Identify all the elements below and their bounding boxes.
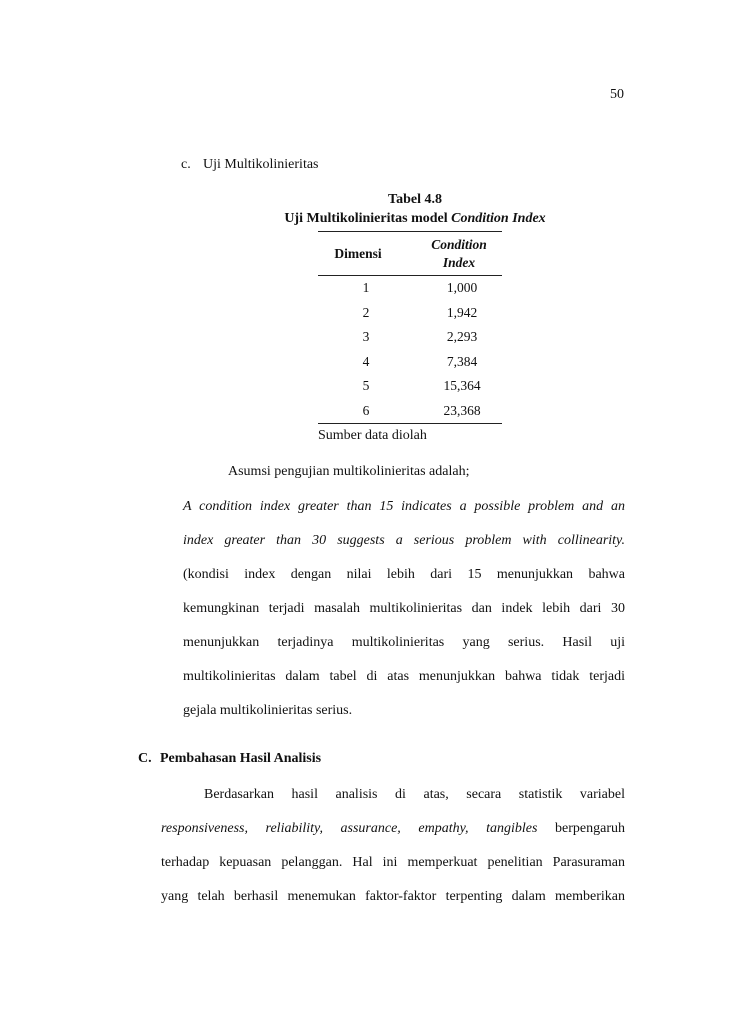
table-row — [318, 350, 502, 375]
header-dimensi: Dimensi — [334, 245, 382, 261]
subsection-title: Uji Multikolinieritas — [203, 157, 319, 172]
table-source-note: Sumber data diolah — [318, 428, 427, 443]
header-index: Index — [442, 254, 476, 270]
subsection-marker: c. — [181, 157, 191, 172]
section-para-line-3: terhadap kepuasan pelanggan. Hal ini memperkuat penelitian Parasuraman — [161, 855, 625, 870]
table-row — [318, 374, 502, 399]
cell-condition-index: 1,000 — [446, 280, 478, 296]
table-row — [318, 399, 502, 424]
body-line-6: multikolinieritas dalam tabel di atas menunjukkan bahwa tidak terjadi — [183, 669, 625, 684]
cell-condition-index: 7,384 — [446, 353, 478, 369]
section-para-line-4: yang telah berhasil menemukan faktor-faktor terpenting dalam memberikan — [161, 889, 625, 904]
section-para-line-1: Berdasarkan hasil analisis di atas, secara statistik variabel — [204, 787, 625, 802]
cell-condition-index: 2,293 — [446, 329, 478, 345]
subsection-heading — [181, 157, 319, 173]
table-label: Tabel 4.8 — [388, 192, 442, 207]
cell-dimensi: 1 — [362, 280, 370, 296]
cell-condition-index: 15,364 — [443, 378, 481, 394]
header-condition: Condition — [431, 236, 487, 252]
cell-dimensi: 6 — [362, 402, 370, 418]
body-line-5: menunjukkan terjadinya multikolinieritas yang serius. Hasil uji — [183, 635, 625, 650]
variable-list: responsiveness, reliability, assurance, empathy, tangibles — [161, 821, 538, 836]
condition-index-table — [318, 231, 502, 424]
section-para-line-2 — [161, 821, 625, 837]
section-marker: C. — [138, 751, 152, 766]
cell-dimensi: 5 — [362, 378, 370, 394]
table-header-row — [318, 232, 502, 276]
body-line-3: (kondisi index dengan nilai lebih dari 15 menunjukkan bahwa — [183, 567, 625, 582]
table-row — [318, 276, 502, 301]
table-title — [120, 209, 710, 228]
table-title-italic: Condition Index — [451, 211, 546, 226]
section-heading — [138, 751, 321, 767]
cell-condition-index: 23,368 — [443, 402, 481, 418]
cell-dimensi: 2 — [362, 304, 370, 320]
cell-condition-index: 1,942 — [446, 304, 478, 320]
table-title-plain: Uji Multikolinieritas model — [284, 211, 452, 226]
page-number: 50 — [610, 87, 624, 102]
cell-dimensi: 3 — [362, 329, 370, 345]
header-condition-index — [398, 236, 502, 272]
table-caption — [120, 190, 710, 228]
quote-line-2: index greater than 30 suggests a serious problem with collinearity. — [183, 533, 625, 548]
body-intro: Asumsi pengujian multikolinieritas adalah; — [228, 464, 470, 479]
variable-list-rest: berpengaruh — [537, 821, 625, 836]
quote-line-1: A condition index greater than 15 indicates a possible problem and an — [183, 499, 625, 514]
body-line-4: kemungkinan terjadi masalah multikolinieritas dan indek lebih dari 30 — [183, 601, 625, 616]
body-line-7: gejala multikolinieritas serius. — [183, 703, 353, 718]
table-row — [318, 301, 502, 326]
section-title: Pembahasan Hasil Analisis — [160, 751, 322, 766]
cell-dimensi: 4 — [362, 353, 370, 369]
table-row — [318, 325, 502, 350]
